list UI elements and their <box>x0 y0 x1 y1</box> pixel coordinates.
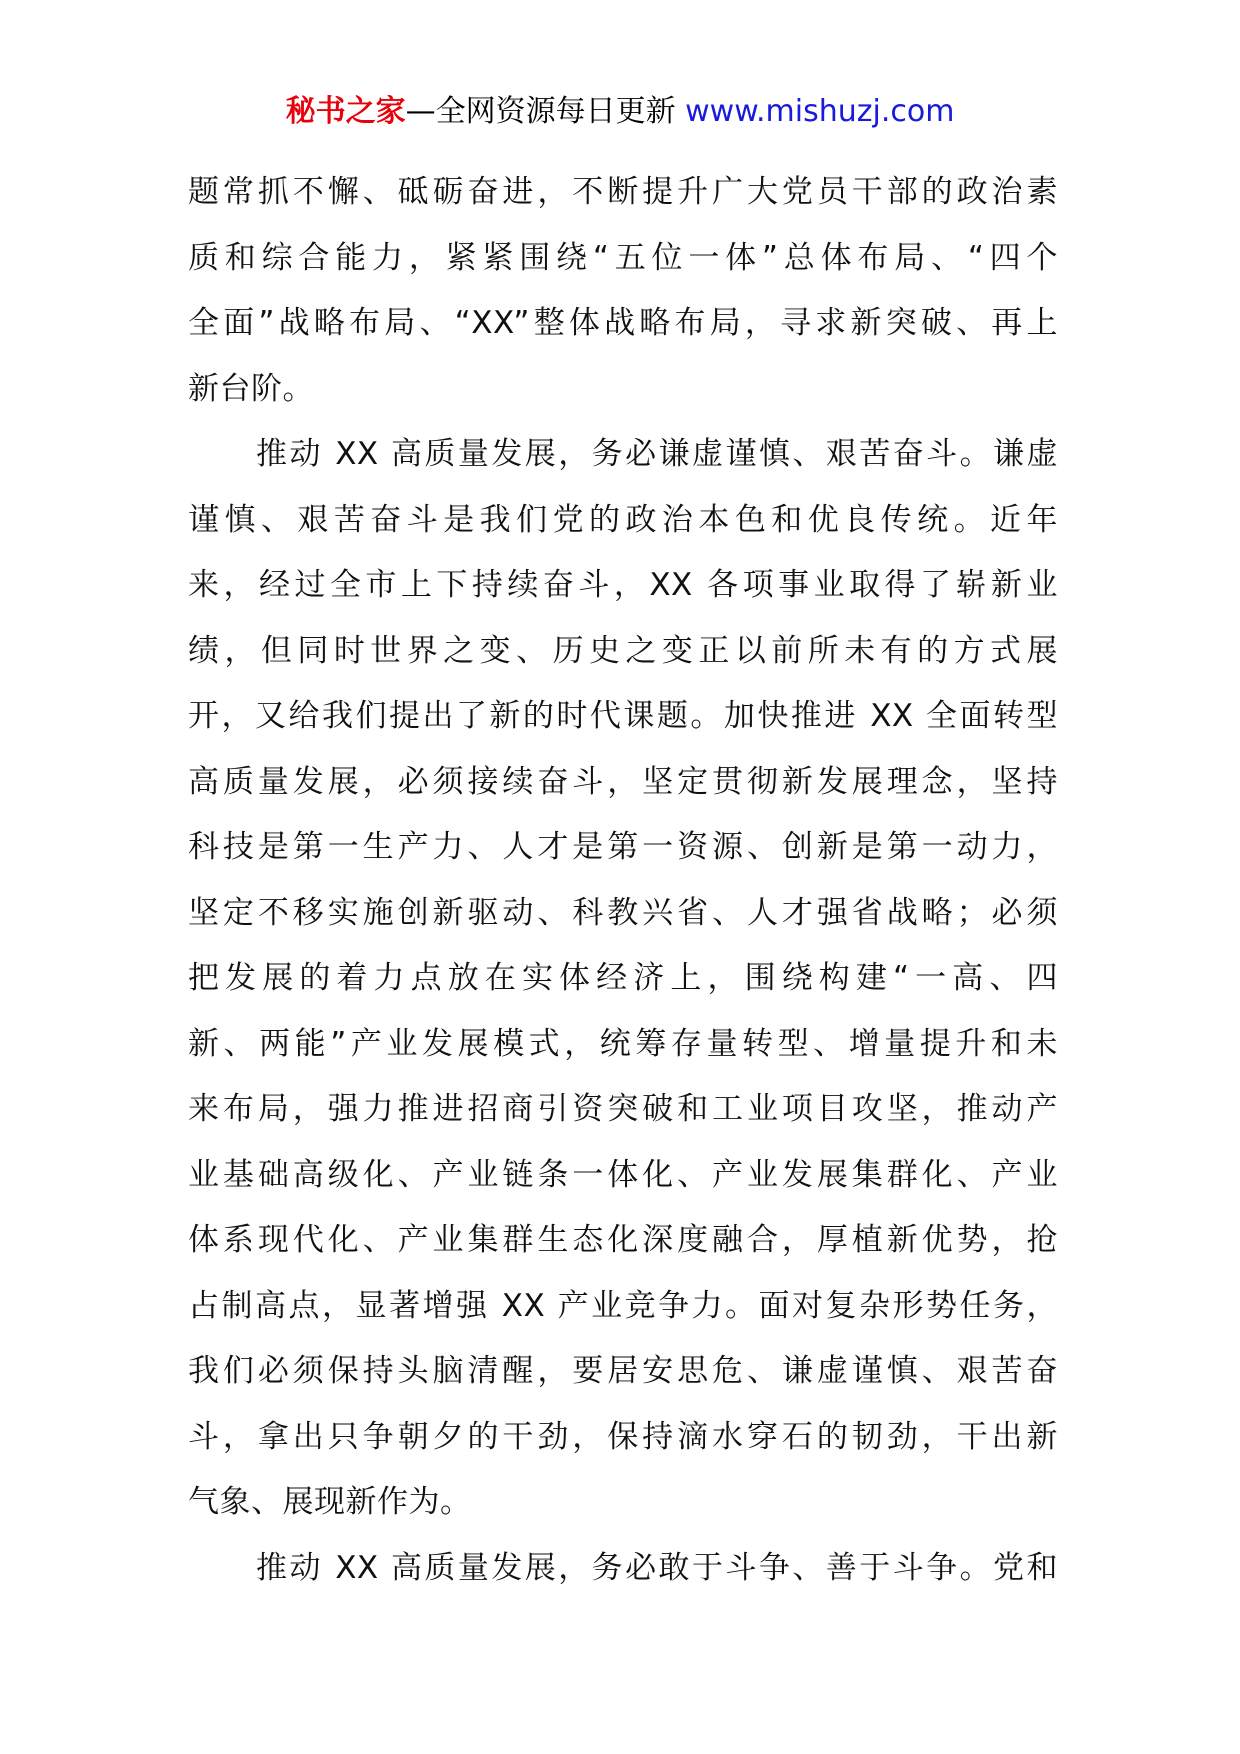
text-line: 新、两能”产业发展模式，统筹存量转型、增量提升和未 <box>188 1025 1058 1062</box>
text-line: 谨慎、艰苦奋斗是我们党的政治本色和优良传统。近年 <box>188 501 1058 538</box>
text-line: 把发展的着力点放在实体经济上，围绕构建“一高、四 <box>188 960 1058 996</box>
text-line: 新台阶。 <box>188 370 314 407</box>
text-line: 全面”战略布局、“XX”整体战略布局，寻求新突破、再上 <box>188 305 1058 341</box>
header-tagline: —全网资源每日更新 <box>405 94 676 129</box>
text-line: 高质量发展，必须接续奋斗，坚定贯彻新发展理念，坚持 <box>188 763 1058 800</box>
site-url-link[interactable]: www.mishuzj.com <box>685 94 955 129</box>
text-line: 开，又给我们提出了新的时代课题。加快推进 XX 全面转型 <box>188 698 1058 734</box>
text-line: 科技是第一生产力、人才是第一资源、创新是第一动力， <box>188 829 1058 865</box>
document-body <box>188 160 1058 1601</box>
text-line: 来布局，强力推进招商引资突破和工业项目攻坚，推动产 <box>188 1091 1058 1127</box>
text-line: 绩，但同时世界之变、历史之变正以前所未有的方式展 <box>188 632 1058 669</box>
paragraph-1 <box>188 160 1058 422</box>
text-line: 推动 XX 高质量发展，务必谦虚谨慎、艰苦奋斗。谦虚 <box>256 436 1058 472</box>
site-header <box>0 92 1240 132</box>
paragraph-2 <box>188 422 1058 1536</box>
text-line: 题常抓不懈、砥砺奋进，不断提升广大党员干部的政治素 <box>188 174 1058 210</box>
text-line: 来，经过全市上下持续奋斗，XX 各项事业取得了崭新业 <box>188 567 1058 603</box>
brand-name: 秘书之家 <box>285 94 406 129</box>
text-line: 推动 XX 高质量发展，务必敢于斗争、善于斗争。党和 <box>256 1549 1058 1586</box>
paragraph-3 <box>188 1536 1058 1602</box>
text-line: 占制高点，显著增强 XX 产业竞争力。面对复杂形势任务， <box>188 1287 1058 1324</box>
text-line: 气象、展现新作为。 <box>188 1484 472 1520</box>
text-line: 斗，拿出只争朝夕的干劲，保持滴水穿石的韧劲，干出新 <box>188 1418 1058 1455</box>
text-line: 我们必须保持头脑清醒，要居安思危、谦虚谨慎、艰苦奋 <box>188 1353 1058 1389</box>
text-line: 体系现代化、产业集群生态化深度融合，厚植新优势，抢 <box>188 1222 1058 1258</box>
text-line: 质和综合能力，紧紧围绕“五位一体”总体布局、“四个 <box>188 239 1058 276</box>
text-line: 坚定不移实施创新驱动、科教兴省、人才强省战略；必须 <box>188 894 1058 931</box>
text-line: 业基础高级化、产业链条一体化、产业发展集群化、产业 <box>188 1156 1058 1193</box>
